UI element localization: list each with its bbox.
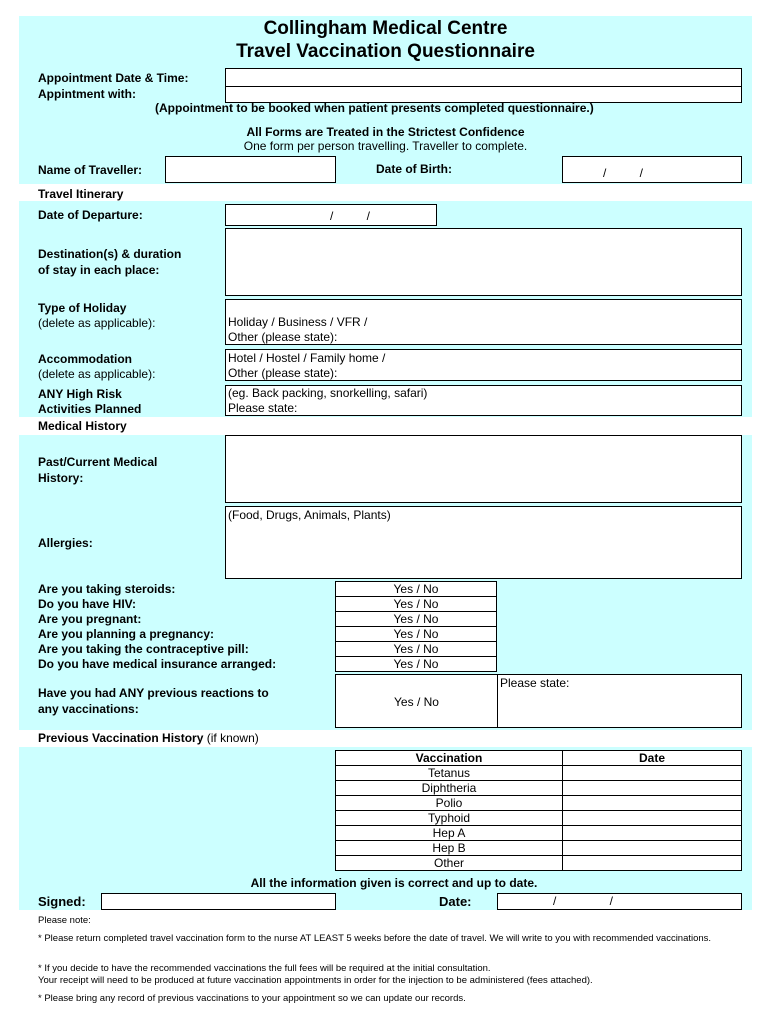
allergies-label: Allergies:: [38, 536, 93, 550]
risk-label-2: Activities Planned: [38, 402, 142, 416]
appointment-date-field[interactable]: [225, 68, 742, 87]
note-bring-records: * Please bring any record of previous vaccinations to your appointment so we can update our records.: [38, 993, 466, 1004]
answer-hiv[interactable]: Yes / No: [335, 596, 497, 612]
vaccination-date-hep-a[interactable]: [562, 825, 742, 841]
reactions-label-1: Have you had ANY previous reactions to: [38, 686, 269, 700]
departure-field[interactable]: [225, 204, 437, 226]
holiday-options-1: Holiday / Business / VFR /: [228, 315, 368, 329]
answer-insurance[interactable]: Yes / No: [335, 656, 497, 672]
vaccination-row-tetanus: Tetanus: [335, 765, 563, 781]
destination-field[interactable]: [225, 228, 742, 296]
date-column-header: Date: [562, 750, 742, 766]
signed-date-placeholder: / /: [553, 894, 614, 908]
vaccination-row-other: Other: [335, 855, 563, 871]
appointment-date-label: Appointment Date & Time:: [38, 71, 189, 85]
page-subtitle: Travel Vaccination Questionnaire: [236, 41, 535, 62]
itinerary-section-label: Travel Itinerary: [38, 187, 124, 201]
risk-hint-1: (eg. Back packing, snorkelling, safari): [228, 386, 428, 400]
question-steroids: Are you taking steroids:: [38, 582, 176, 596]
destination-label-1: Destination(s) & duration: [38, 247, 182, 261]
note-fees-line2: Your receipt will need to be produced at future vaccination appointments in order for the injection to be administered (fees attached).: [38, 975, 593, 986]
vaccination-date-tetanus[interactable]: [562, 765, 742, 781]
vaccination-date-polio[interactable]: [562, 795, 742, 811]
accommodation-options-1: Hotel / Hostel / Family home /: [228, 351, 386, 365]
holiday-label-1: Type of Holiday: [38, 301, 127, 315]
departure-placeholder: / /: [330, 209, 371, 223]
reactions-state-hint: Please state:: [500, 676, 570, 690]
signed-date-label: Date:: [439, 894, 472, 909]
medical-history-field[interactable]: [225, 435, 742, 503]
note-return-form: * Please return completed travel vaccination form to the nurse AT LEAST 5 weeks before the date of travel. We will write to you with recommended vaccinations.: [38, 933, 712, 944]
vaccination-section-suffix: (if known): [203, 731, 259, 745]
reactions-answer[interactable]: [335, 674, 498, 728]
accommodation-field[interactable]: [225, 349, 742, 381]
confidentiality-heading: All Forms are Treated in the Strictest Confidence: [246, 125, 525, 139]
risk-hint-2: Please state:: [228, 401, 298, 415]
question-hiv: Do you have HIV:: [38, 597, 137, 611]
vaccination-row-polio: Polio: [335, 795, 563, 811]
reactions-state-field[interactable]: [497, 674, 742, 728]
vaccination-row-diphtheria: Diphtheria: [335, 780, 563, 796]
notes-heading: Please note:: [38, 915, 91, 926]
accommodation-label-2: (delete as applicable):: [38, 367, 156, 381]
dob-label: Date of Birth:: [376, 162, 452, 176]
appointment-with-label: Appintment with:: [38, 87, 136, 101]
risk-activities-field[interactable]: [225, 385, 742, 416]
answer-planning-pregnancy[interactable]: Yes / No: [335, 626, 497, 642]
medical-section-label: Medical History: [38, 419, 127, 433]
medical-history-label-2: History:: [38, 471, 84, 485]
holiday-options-2: Other (please state):: [228, 330, 338, 344]
signed-date-field[interactable]: [497, 893, 742, 910]
reactions-label-2: any vaccinations:: [38, 702, 139, 716]
accommodation-options-2: Other (please state):: [228, 366, 338, 380]
traveller-name-label: Name of Traveller:: [38, 163, 143, 177]
vaccination-row-hep-a: Hep A: [335, 825, 563, 841]
question-pregnant: Are you pregnant:: [38, 612, 142, 626]
vaccination-row-typhoid: Typhoid: [335, 810, 563, 826]
question-insurance: Do you have medical insurance arranged:: [38, 657, 277, 671]
dob-placeholder: / /: [603, 166, 644, 180]
holiday-label-2: (delete as applicable):: [38, 316, 156, 330]
dob-field[interactable]: [562, 156, 742, 183]
risk-label-1: ANY High Risk: [38, 387, 122, 401]
vaccination-row-hep-b: Hep B: [335, 840, 563, 856]
vaccination-section-title: Previous Vaccination History: [38, 731, 204, 745]
declaration-statement: All the information given is correct and up to date.: [250, 876, 538, 890]
vaccination-date-hep-b[interactable]: [562, 840, 742, 856]
question-planning-pregnancy: Are you planning a pregnancy:: [38, 627, 215, 641]
answer-contraceptive[interactable]: Yes / No: [335, 641, 497, 657]
traveller-name-field[interactable]: [165, 156, 336, 183]
signature-field[interactable]: [101, 893, 336, 910]
medical-history-label-1: Past/Current Medical: [38, 455, 158, 469]
departure-label: Date of Departure:: [38, 208, 143, 222]
vaccination-section-label: [38, 731, 259, 746]
answer-pregnant[interactable]: Yes / No: [335, 611, 497, 627]
destination-label-2: of stay in each place:: [38, 263, 160, 277]
allergies-hint: (Food, Drugs, Animals, Plants): [228, 508, 391, 522]
confidentiality-subtext: One form per person travelling. Traveller to complete.: [243, 139, 528, 153]
reactions-answer-text: Yes / No: [394, 695, 439, 709]
vaccination-date-diphtheria[interactable]: [562, 780, 742, 796]
accommodation-label-1: Accommodation: [38, 352, 133, 366]
allergies-field[interactable]: [225, 506, 742, 579]
answer-steroids[interactable]: Yes / No: [335, 581, 497, 597]
vaccination-date-typhoid[interactable]: [562, 810, 742, 826]
note-fees-line1: * If you decide to have the recommended vaccinations the full fees will be required at the initial consultation.: [38, 963, 491, 974]
appointment-booking-note: (Appointment to be booked when patient presents completed questionnaire.): [155, 101, 594, 115]
question-contraceptive: Are you taking the contraceptive pill:: [38, 642, 249, 656]
signed-label: Signed:: [38, 894, 86, 909]
holiday-type-field[interactable]: [225, 299, 742, 345]
vaccination-column-header: Vaccination: [335, 750, 563, 766]
vaccination-date-other[interactable]: [562, 855, 742, 871]
page-title: Collingham Medical Centre: [263, 18, 508, 39]
